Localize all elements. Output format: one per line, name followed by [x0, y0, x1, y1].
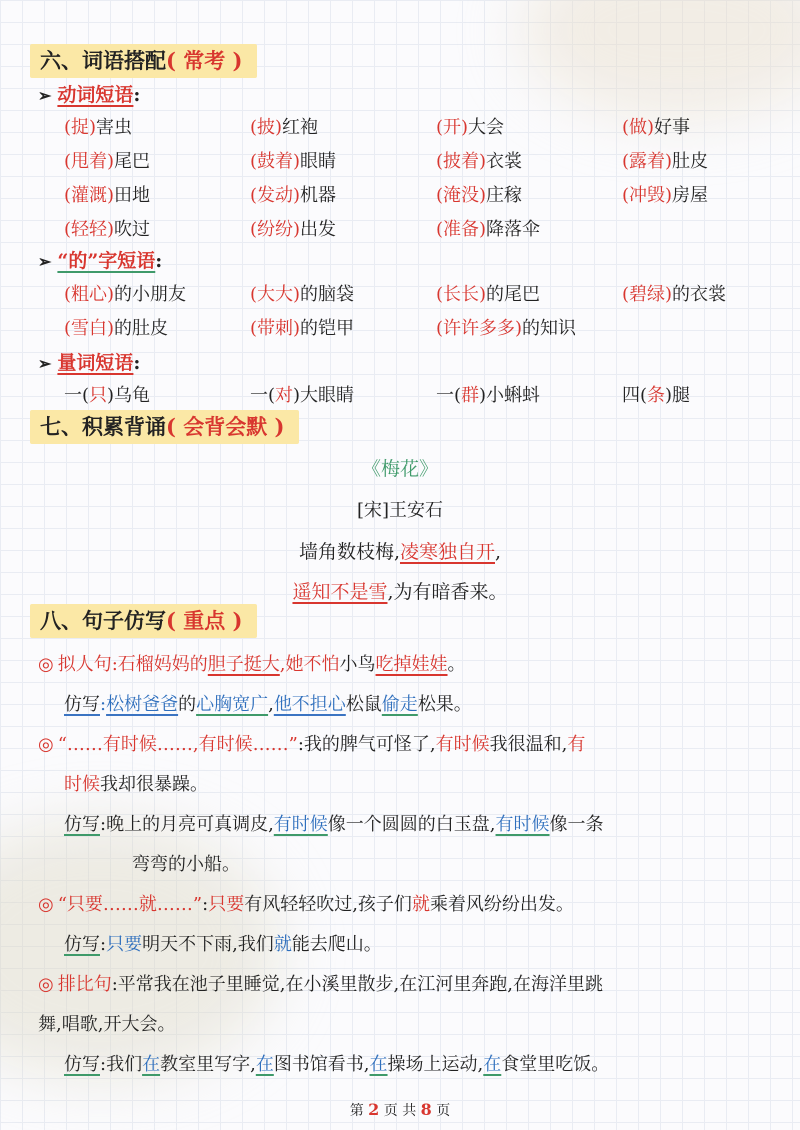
text-span: 松果。 — [417, 694, 472, 715]
de-phrase — [436, 314, 576, 340]
as-long-as-sentence — [38, 890, 574, 916]
section-7-tag: ( 会背会默 ) — [166, 414, 285, 439]
poem-title: 《梅花》 — [361, 458, 438, 480]
phrase-text: 一( — [436, 385, 462, 406]
phrase-text: 降落伞 — [486, 219, 541, 240]
blank-answer: 只 — [89, 385, 108, 406]
imitation-label: 仿写 — [64, 934, 100, 955]
poem-line-2a: 遥知不是雪 — [292, 581, 388, 603]
blank-answer: (纷纷) — [250, 219, 301, 240]
verb-phrase — [622, 147, 708, 173]
text-span: 在 — [255, 1054, 274, 1075]
subheading-verb — [38, 80, 140, 107]
phrase-text: 的小朋友 — [114, 284, 187, 305]
blank-answer: (捉) — [64, 117, 97, 138]
blank-answer: (淹没) — [436, 185, 487, 206]
phrase-text: 害虫 — [96, 117, 133, 138]
de-phrase — [250, 280, 354, 306]
blank-answer: (长长) — [436, 284, 487, 305]
blank-answer: (披着) — [436, 151, 487, 172]
blank-answer: (甩着) — [64, 151, 115, 172]
circle-bullet-icon: ◎ — [38, 654, 54, 675]
subheading-de — [38, 246, 162, 273]
text-span: 乘着风纷纷出发。 — [429, 894, 574, 915]
sometimes-sentence — [38, 730, 585, 756]
text-span: 在 — [483, 1054, 502, 1075]
text-span: :晚上的月亮可真调皮, — [100, 814, 274, 835]
text-span: 就 — [273, 934, 292, 955]
section-heading-7 — [30, 410, 299, 444]
verb-phrase — [250, 181, 336, 207]
text-span: 教室里写字, — [160, 1054, 256, 1075]
phrase-text: 红袍 — [282, 117, 319, 138]
text-span: : — [100, 694, 107, 715]
de-phrase — [622, 280, 726, 306]
verb-phrase — [622, 113, 690, 139]
phrase-text: 的尾巴 — [486, 284, 541, 305]
section-7-title: 七、积累背诵 — [40, 414, 166, 439]
text-span: :我们 — [100, 1054, 143, 1075]
text-span: 图书馆看书, — [273, 1054, 370, 1075]
blank-answer: (轻轻) — [64, 219, 115, 240]
text-span: 松鼠 — [345, 694, 382, 715]
text-span: 像一个圆圆的白玉盘, — [327, 814, 496, 835]
text-span: 就 — [411, 894, 430, 915]
verb-phrase — [622, 181, 708, 207]
text-span: 操场上运动, — [387, 1054, 484, 1075]
text-span: 有 — [567, 734, 586, 755]
text-span: 吃掉娃娃 — [375, 654, 448, 675]
poem-line-2b: ,为有暗香来。 — [387, 581, 508, 603]
parallelism-imitation — [64, 1050, 609, 1076]
blank-answer: (准备) — [436, 219, 487, 240]
total-page-number: 8 — [420, 1100, 432, 1119]
text-span: 只要 — [208, 894, 245, 915]
text-span: 他不担心 — [273, 694, 346, 715]
section-heading-6 — [30, 44, 257, 78]
circle-bullet-icon: ◎ — [38, 734, 54, 755]
verb-phrase — [436, 215, 540, 241]
text-span: 有时候 — [495, 814, 550, 835]
arrow-icon: ➢ — [38, 86, 52, 105]
personification-sentence — [38, 650, 466, 676]
background-wash-top — [520, 0, 800, 120]
blank-answer: (鼓着) — [250, 151, 301, 172]
as-long-as-label: “只要……就……” — [57, 894, 203, 915]
subheading-measure-label: 量词短语 — [57, 352, 134, 374]
imitation-label: 仿写 — [64, 1054, 100, 1075]
text-span: 心胸宽广 — [196, 694, 269, 715]
text-span: 有风轻轻吹过,孩子们 — [244, 894, 412, 915]
circle-bullet-icon: ◎ — [38, 894, 54, 915]
subheading-verb-label: 动词短语 — [57, 84, 134, 106]
imitation-label: 仿写 — [64, 814, 100, 835]
verb-phrase — [436, 147, 522, 173]
text-span: 我很温和, — [489, 734, 568, 755]
phrase-text: 的衣裳 — [672, 284, 727, 305]
colon: : — [155, 250, 163, 272]
personification-imitation — [64, 690, 472, 716]
phrase-text: 的脑袋 — [300, 284, 355, 305]
imitation-label: 仿写 — [64, 694, 100, 715]
text-span: :我的脾气可怪了, — [297, 734, 436, 755]
sometimes-sentence-cont — [64, 770, 208, 796]
phrase-text: 好事 — [654, 117, 691, 138]
text-span: 时候 — [64, 774, 100, 795]
subheading-de-label: “的”字短语 — [57, 250, 156, 272]
circle-bullet-icon: ◎ — [38, 974, 54, 995]
phrase-text: )腿 — [665, 385, 691, 406]
page-footer — [0, 1100, 800, 1120]
verb-phrase — [250, 113, 318, 139]
poem-line-1b: 凌寒独自开 — [399, 541, 495, 563]
colon: : — [133, 84, 141, 106]
blank-answer: (灌溉) — [64, 185, 115, 206]
section-6-tag: ( 常考 ) — [166, 48, 243, 73]
de-phrase — [250, 314, 354, 340]
measure-phrase — [250, 381, 354, 407]
phrase-text: 的知识 — [522, 318, 577, 339]
text-span: 在 — [369, 1054, 388, 1075]
blank-answer: (披) — [250, 117, 283, 138]
verb-phrase — [436, 181, 522, 207]
blank-answer: (带刺) — [250, 318, 301, 339]
text-span: ,她不怕 — [279, 654, 340, 675]
poem-line-1a: 墙角数枝梅, — [298, 541, 400, 563]
verb-phrase — [250, 147, 336, 173]
colon: : — [133, 352, 141, 374]
text-span: 偷走 — [381, 694, 418, 715]
de-phrase — [64, 314, 168, 340]
text-span: : — [202, 894, 209, 915]
phrase-text: 肚皮 — [672, 151, 709, 172]
phrase-text: 四( — [622, 385, 648, 406]
subheading-measure — [38, 348, 140, 375]
text-span: 小鸟 — [339, 654, 376, 675]
phrase-text: 大会 — [468, 117, 505, 138]
phrase-text: 房屋 — [672, 185, 709, 206]
measure-phrase — [436, 381, 540, 407]
verb-phrase — [64, 113, 132, 139]
blank-answer: (粗心) — [64, 284, 115, 305]
de-phrase — [64, 280, 186, 306]
blank-answer: (做) — [622, 117, 655, 138]
as-long-as-imitation — [64, 930, 382, 956]
parallelism-sentence — [38, 970, 603, 996]
sometimes-imitation — [64, 810, 604, 836]
phrase-text: 出发 — [300, 219, 337, 240]
phrase-text: )小蝌蚪 — [479, 385, 541, 406]
phrase-text: 尾巴 — [114, 151, 151, 172]
section-6-title: 六、词语搭配 — [40, 48, 166, 73]
blank-answer: (冲毁) — [622, 185, 673, 206]
section-8-title: 八、句子仿写 — [40, 608, 166, 633]
poem-line-1: 墙角数枝梅,凌寒独自开, — [298, 541, 502, 563]
text-span: 能去爬山。 — [291, 934, 382, 955]
blank-answer: 对 — [275, 385, 294, 406]
text-span: :平常我在池子里睡觉,在小溪里散步,在江河里奔跑,在海洋里跳 — [111, 974, 603, 995]
verb-phrase — [64, 181, 150, 207]
phrase-text: )乌龟 — [107, 385, 151, 406]
blank-answer: (露着) — [622, 151, 673, 172]
poem-author: [宋]王安石 — [356, 500, 444, 521]
text-span: 在 — [142, 1054, 161, 1075]
phrase-text: 的铠甲 — [300, 318, 355, 339]
poem-line-2 — [0, 577, 800, 604]
phrase-text: )大眼睛 — [293, 385, 355, 406]
section-heading-8 — [30, 604, 257, 638]
text-span: 松树爸爸 — [106, 694, 179, 715]
footer-text: 页 共 — [383, 1103, 417, 1119]
verb-phrase — [64, 215, 150, 241]
blank-answer: (大大) — [250, 284, 301, 305]
text-span: 弯弯的小船。 — [132, 854, 240, 875]
blank-answer: (碧绿) — [622, 284, 673, 305]
phrase-text: 一( — [250, 385, 276, 406]
parallelism-sentence-cont — [38, 1010, 175, 1036]
footer-text: 页 — [436, 1103, 451, 1119]
sometimes-label: “……有时候……,有时候……” — [57, 734, 298, 755]
text-span: 胆子挺大 — [207, 654, 280, 675]
phrase-text: 庄稼 — [486, 185, 523, 206]
blank-answer: 条 — [647, 385, 666, 406]
blank-answer: (发动) — [250, 185, 301, 206]
section-8-tag: ( 重点 ) — [166, 608, 243, 633]
text-span: , — [268, 694, 274, 715]
text-span: 有时候 — [273, 814, 328, 835]
measure-phrase — [622, 381, 690, 407]
phrase-text: 的肚皮 — [114, 318, 169, 339]
text-span: 。 — [447, 654, 466, 675]
phrase-text: 衣裳 — [486, 151, 523, 172]
measure-phrase — [64, 381, 150, 407]
text-span: 明天不下雨,我们 — [142, 934, 274, 955]
phrase-text: 机器 — [300, 185, 337, 206]
footer-text: 第 — [349, 1103, 364, 1119]
verb-phrase — [250, 215, 336, 241]
de-phrase — [436, 280, 540, 306]
phrase-text: 田地 — [114, 185, 151, 206]
phrase-text: 眼睛 — [300, 151, 337, 172]
blank-answer: (雪白) — [64, 318, 115, 339]
sometimes-imitation-cont — [132, 850, 240, 876]
arrow-icon: ➢ — [38, 354, 52, 373]
verb-phrase — [436, 113, 504, 139]
phrase-text: 一( — [64, 385, 90, 406]
personification-label: 拟人句: — [57, 654, 118, 675]
arrow-icon: ➢ — [38, 252, 52, 271]
text-span: 石榴妈妈的 — [117, 654, 208, 675]
phrase-text: 吹过 — [114, 219, 151, 240]
text-span: 有时候 — [435, 734, 490, 755]
blank-answer: (许许多多) — [436, 318, 523, 339]
text-span: : — [100, 934, 107, 955]
text-span: 食堂里吃饭。 — [501, 1054, 610, 1075]
current-page-number: 2 — [368, 1100, 380, 1119]
text-span: 我却很暴躁。 — [100, 774, 208, 795]
text-span: 的 — [178, 694, 197, 715]
blank-answer: (开) — [436, 117, 469, 138]
text-span: 舞,唱歌,开大会。 — [38, 1014, 176, 1035]
text-span: 像一条 — [549, 814, 604, 835]
blank-answer: 群 — [461, 385, 480, 406]
parallelism-label: 排比句 — [57, 974, 112, 995]
verb-phrase — [64, 147, 150, 173]
text-span: 只要 — [106, 934, 143, 955]
